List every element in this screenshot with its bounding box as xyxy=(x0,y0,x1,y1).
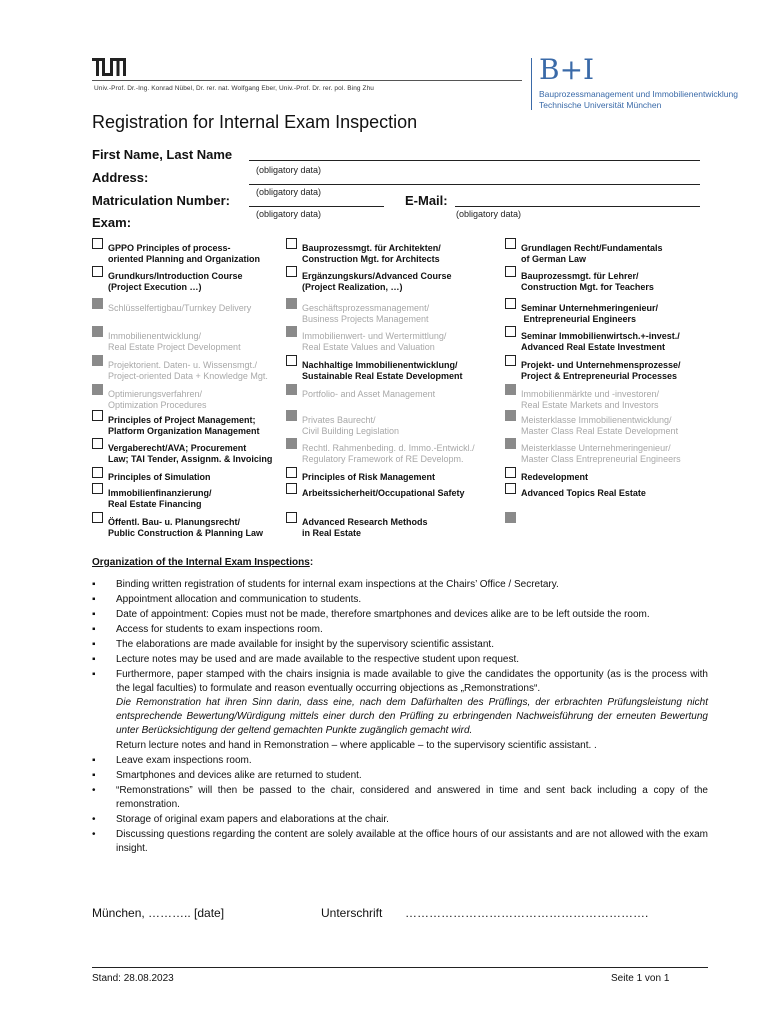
exam-option-label: Advanced Research Methods in Real Estate xyxy=(302,517,428,538)
exam-checkbox[interactable] xyxy=(505,238,516,249)
exam-checkbox[interactable] xyxy=(92,467,103,478)
exam-checkbox[interactable] xyxy=(92,512,103,523)
bullet-marker: • xyxy=(92,785,96,796)
exam-checkbox xyxy=(505,512,516,523)
organization-item-text: Date of appointment: Copies must not be made, therefore smartphones and devices alike are to be left outside the room. xyxy=(116,609,650,620)
place-date: München, ……….. [date] xyxy=(92,906,225,920)
exam-checkbox[interactable] xyxy=(505,266,516,277)
email-hint: (obligatory data) xyxy=(456,209,522,219)
address-hint: (obligatory data) xyxy=(256,187,322,197)
address-field[interactable] xyxy=(249,184,700,185)
exam-checkbox xyxy=(286,410,297,421)
bullet-marker: ▪ xyxy=(92,579,96,590)
signature-line[interactable]: ……………………………………………………. xyxy=(405,906,649,920)
exam-checkbox[interactable] xyxy=(92,410,103,421)
organization-item xyxy=(92,769,708,783)
matriculation-hint: (obligatory data) xyxy=(256,209,322,219)
organization-item-text: Access for students to exam inspections room. xyxy=(116,624,323,635)
exam-checkbox xyxy=(286,438,297,449)
exam-option-label: Grundkurs/Introduction Course (Project Execution …) xyxy=(108,271,243,292)
footer-divider xyxy=(92,967,708,968)
exam-checkbox[interactable] xyxy=(505,326,516,337)
matriculation-field[interactable] xyxy=(249,206,384,207)
exam-option-label: Privates Baurecht/ Civil Building Legislation xyxy=(302,415,400,436)
exam-checkbox[interactable] xyxy=(505,298,516,309)
organization-item-text: Return lecture notes and hand in Remonstration – where applicable – to the supervisory scientific assistant. . xyxy=(116,740,597,751)
exam-option-label: Immobilienwert- und Wertermittlung/ Real Estate Values and Valuation xyxy=(302,331,447,352)
exam-checkbox xyxy=(92,384,103,395)
organization-item xyxy=(92,668,708,738)
exam-option-label: Bauprozessmgt. für Architekten/ Construction Mgt. for Architects xyxy=(302,243,441,264)
exam-checkbox[interactable] xyxy=(286,355,297,366)
exam-option-label: Immobilienentwicklung/ Real Estate Project Development xyxy=(108,331,241,352)
exam-option-label: Geschäftsprozessmanagement/ Business Projects Management xyxy=(302,303,430,324)
address-label: Address: xyxy=(92,170,149,185)
email-label: E-Mail: xyxy=(405,193,448,208)
tum-logo xyxy=(92,58,126,76)
organization-item-text: Smartphones and devices alike are returned to student. xyxy=(116,770,362,781)
exam-checkbox xyxy=(505,384,516,395)
exam-option-label: Optimierungsverfahren/ Optimization Procedures xyxy=(108,389,207,410)
bi-divider xyxy=(531,58,532,110)
exam-option-label: Meisterklasse Unternehmeringenieur/ Master Class Entrepreneurial Engineers xyxy=(521,443,681,464)
exam-option-label: Immobilienfinanzierung/ Real Estate Financing xyxy=(108,488,212,509)
organization-item xyxy=(92,638,708,652)
exam-option-label: Projektorient. Daten- u. Wissensmgt./ Project-oriented Data + Knowledge Mgt. xyxy=(108,360,268,381)
exam-checkbox xyxy=(505,410,516,421)
exam-checkbox[interactable] xyxy=(286,266,297,277)
organization-item xyxy=(92,828,708,856)
exam-checkbox[interactable] xyxy=(92,266,103,277)
organization-item xyxy=(92,813,708,827)
bullet-marker: ▪ xyxy=(92,594,96,605)
exam-checkbox xyxy=(92,298,103,309)
matriculation-label: Matriculation Number: xyxy=(92,193,230,208)
exam-option-label: Arbeitssicherheit/Occupational Safety xyxy=(302,488,465,498)
exam-checkbox[interactable] xyxy=(92,483,103,494)
exam-option-label: GPPO Principles of process- oriented Planning and Organization xyxy=(108,243,261,264)
name-label: First Name, Last Name xyxy=(92,147,233,162)
exam-option-label: Seminar Immobilienwirtsch.+-invest./ Advanced Real Estate Investment xyxy=(521,331,680,352)
exam-option-label: Principles of Project Management; Platform Organization Management xyxy=(108,415,260,436)
exam-option-label: Grundlagen Recht/Fundamentals of German Law xyxy=(521,243,663,264)
exam-option-label: Seminar Unternehmeringenieur/ Entrepreneurial Engineers xyxy=(521,303,659,324)
university-name: Technische Universität München xyxy=(539,100,662,110)
bullet-marker: ▪ xyxy=(92,669,96,680)
bullet-marker: ▪ xyxy=(92,770,96,781)
footer-stand: Stand: 28.08.2023 xyxy=(92,973,174,984)
exam-option-label: Advanced Topics Real Estate xyxy=(521,488,646,498)
name-field[interactable] xyxy=(249,160,700,161)
page-title: Registration for Internal Exam Inspection xyxy=(92,112,418,132)
organization-item-text: Binding written registration of students for internal exam inspections at the Chairs’ Office / Secretary. xyxy=(116,579,559,590)
exam-checkbox[interactable] xyxy=(505,355,516,366)
organization-item-text: Discussing questions regarding the content are solely available at the office hours of our assistants and are not allowed with the exam insight. xyxy=(116,829,708,854)
exam-checkbox[interactable] xyxy=(286,512,297,523)
bullet-marker: ▪ xyxy=(92,654,96,665)
bullet-marker: ▪ xyxy=(92,624,96,635)
signature-label: Unterschrift xyxy=(321,906,383,920)
organization-item xyxy=(92,739,708,753)
email-field[interactable] xyxy=(455,206,700,207)
exam-checkbox[interactable] xyxy=(505,483,516,494)
exam-checkbox[interactable] xyxy=(286,238,297,249)
exam-option-label: Principles of Simulation xyxy=(108,472,211,482)
exam-checkbox[interactable] xyxy=(92,438,103,449)
organization-item-text: “Remonstrations” will then be passed to the chair, considered and answered in time and sent back including a copy of the remonstration. xyxy=(116,785,708,810)
exam-checkbox[interactable] xyxy=(286,467,297,478)
organization-item-text: Storage of original exam papers and elaborations at the chair. xyxy=(116,814,389,825)
organization-item xyxy=(92,784,708,812)
exam-checkbox xyxy=(92,326,103,337)
exam-checkbox xyxy=(286,326,297,337)
bullet-marker: • xyxy=(92,829,96,840)
bi-subtitle: Bauprozessmanagement und Immobilienentwicklung xyxy=(539,89,738,99)
exam-checkbox xyxy=(92,355,103,366)
exam-option-label: Schlüsselfertigbau/Turnkey Delivery xyxy=(108,303,252,313)
organization-item xyxy=(92,608,708,622)
exam-option-label: Öffentl. Bau- u. Planungsrecht/ Public Construction & Planning Law xyxy=(108,517,264,538)
exam-checkbox xyxy=(505,438,516,449)
exam-checkbox[interactable] xyxy=(286,483,297,494)
exam-option-label: Rechtl. Rahmenbeding. d. Immo.-Entwickl./ Regulatory Framework of RE Developm. xyxy=(302,443,475,464)
footer-page: Seite 1 von 1 xyxy=(611,973,670,984)
exam-checkbox[interactable] xyxy=(505,467,516,478)
exam-checkbox xyxy=(286,298,297,309)
header-divider xyxy=(92,80,522,81)
organization-item-text: Lecture notes may be used and are made available to the respective student upon request. xyxy=(116,654,520,665)
organization-item xyxy=(92,653,708,667)
exam-checkbox xyxy=(286,384,297,395)
exam-option-label: Ergänzungskurs/Advanced Course (Project Realization, …) xyxy=(302,271,452,292)
organization-item xyxy=(92,623,708,637)
organization-item-text: Furthermore, paper stamped with the chairs insignia is made available to give the candidates the opportunity (as is the process with the legal faculties) to formulate and reason eventually occurring objections as „Remonstrations“. xyxy=(116,669,708,694)
exam-option-label: Projekt- und Unternehmensprozesse/ Project & Entrepreneurial Processes xyxy=(521,360,681,381)
bullet-marker: ▪ xyxy=(92,639,96,650)
exam-option-label: Meisterklasse Immobilienentwicklung/ Master Class Real Estate Development xyxy=(521,415,679,436)
exam-label: Exam: xyxy=(92,215,132,230)
bi-logo: B+I xyxy=(539,53,595,86)
organization-item-text: Leave exam inspections room. xyxy=(116,755,252,766)
organization-item xyxy=(92,593,708,607)
exam-option-label: Nachhaltige Immobilienentwicklung/ Sustainable Real Estate Development xyxy=(302,360,463,381)
organization-item-text: Appointment allocation and communication to students. xyxy=(116,594,362,605)
organization-item-text: The elaborations are made available for insight by the supervisory scientific assistant. xyxy=(116,639,494,650)
organization-item xyxy=(92,754,708,768)
bullet-marker: ▪ xyxy=(92,609,96,620)
chair-names: Univ.-Prof. Dr.-Ing. Konrad Nübel, Dr. rer. nat. Wolfgang Eber, Univ.-Prof. Dr. rer. pol. Bing Zhu xyxy=(94,85,375,92)
exam-option-label: Principles of Risk Management xyxy=(302,472,436,482)
exam-option-label: Bauprozessmgt. für Lehrer/ Construction Mgt. for Teachers xyxy=(521,271,654,292)
exam-option-label: Vergaberecht/AVA; Procurement Law; TAI Tender, Assignm. & Invoicing xyxy=(108,443,273,464)
organization-item xyxy=(92,578,708,592)
exam-checkbox[interactable] xyxy=(92,238,103,249)
exam-option-label: Portfolio- and Asset Management xyxy=(302,389,436,399)
remonstration-definition: Die Remonstration hat ihren Sinn darin, dass eine, nach dem Dafürhalten des Prüflings, der erbrachten Prüfungsleistung nicht entsprechende Bewertung/Würdigung mittels einer durch den Prüfling zu erbringenden Nachweisführung der erneuten Bewertung unter Berücksichtigung der geltend gemachten Punkte zugänglich gemacht wird. xyxy=(116,697,708,736)
organization-list xyxy=(92,578,708,857)
organization-heading: Organization of the Internal Exam Inspections: xyxy=(92,557,314,568)
bullet-marker: • xyxy=(92,814,96,825)
exam-option-label: Immobilienmärkte und -investoren/ Real Estate Markets and Investors xyxy=(521,389,660,410)
name-hint: (obligatory data) xyxy=(256,165,322,175)
bullet-marker: ▪ xyxy=(92,755,96,766)
exam-option-label: Redevelopment xyxy=(521,472,589,482)
